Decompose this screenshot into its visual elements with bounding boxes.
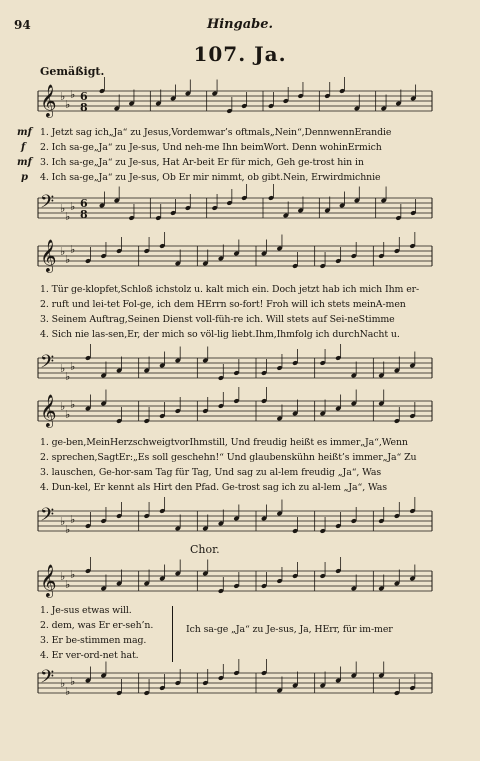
flat-icon: ♭ <box>65 578 71 591</box>
lyric-line-4-1: 1. Je-sus etwas will. <box>40 605 132 616</box>
time-signature-denominator: 8 <box>80 208 88 221</box>
flat-icon: ♭ <box>65 685 71 698</box>
bass-staff-1 <box>0 190 480 230</box>
treble-staff-4 <box>0 563 480 603</box>
lyric-line-1-3: 3. Ich sa-ge„Ja“ zu Je-sus, Hat Ar-beit Er für mich, Geh ge-trost hin in <box>40 157 364 168</box>
flat-icon: ♭ <box>70 513 76 526</box>
dynamic-2: f <box>21 142 26 153</box>
bass-staff-3 <box>0 503 480 543</box>
page-number: 94 <box>14 18 31 32</box>
treble-staff-3 <box>0 393 480 433</box>
flat-icon: ♭ <box>70 88 76 101</box>
time-signature-numerator: 6 <box>80 90 88 103</box>
flat-icon: ♭ <box>60 400 66 413</box>
lyric-line-1-1: 1. Jetzt sag ich„Ja“ zu Jesus,Vordemwar’s oftmals„Nein“,DennwennErandie <box>40 127 392 138</box>
flat-icon: ♭ <box>60 362 66 375</box>
flat-icon: ♭ <box>70 675 76 688</box>
bass-staff-2 <box>0 350 480 390</box>
lyric-line-3-1: 1. ge-ben,MeinHerzschweigtvorIhmstill, Und freudig heißt es immer„Ja“,Wenn <box>40 437 408 448</box>
bass-staff-4 <box>0 665 480 705</box>
flat-icon: ♭ <box>60 90 66 103</box>
refrain-brace <box>172 606 179 662</box>
lyric-line-1-2: 2. Ich sa-ge„Ja“ zu Je-sus, Und neh-me Ihn beimWort. Denn wohinErmich <box>40 142 382 153</box>
treble-clef-icon: 𝄞 <box>40 394 57 427</box>
flat-icon: ♭ <box>70 398 76 411</box>
flat-icon: ♭ <box>70 243 76 256</box>
time-signature-denominator: 8 <box>80 101 88 114</box>
dynamic-1: mf <box>17 127 32 138</box>
flat-icon: ♭ <box>70 360 76 373</box>
tempo-marking: Gemäßigt. <box>40 65 105 78</box>
lyric-line-3-3: 3. lauschen, Ge-hor-sam Tag für Tag, Und sag zu al-lem freudig „Ja“, Was <box>40 467 382 478</box>
flat-icon: ♭ <box>60 570 66 583</box>
flat-icon: ♭ <box>65 523 71 536</box>
treble-clef-icon: 𝄞 <box>40 564 57 597</box>
lyric-line-3-2: 2. sprechen,SagtEr:„Es soll geschehn!“ Und glaubenskühn heißt’s immer„Ja“ Zu <box>40 452 417 463</box>
lyric-line-2-3: 3. Seinem Auftrag,Seinen Dienst voll-füh-re ich. Will stets auf Sei-neStimme <box>40 314 395 325</box>
hymn-title: 107. Ja. <box>193 42 287 66</box>
flat-icon: ♭ <box>65 370 71 383</box>
treble-staff-1 <box>0 83 480 123</box>
flat-icon: ♭ <box>65 98 71 111</box>
running-head: Hingabe. <box>206 17 274 32</box>
flat-icon: ♭ <box>65 408 71 421</box>
flat-icon: ♭ <box>60 515 66 528</box>
bass-clef-icon: 𝄢 <box>40 352 55 377</box>
lyric-line-2-1: 1. Tür ge-klopfet,Schloß ichstolz u. kalt mich ein. Doch jetzt hab ich mich Ihm er- <box>40 284 420 295</box>
bass-clef-icon: 𝄢 <box>40 505 55 530</box>
lyric-line-2-4: 4. Sich nie las-sen,Er, der mich so völ-lig liebt.Ihm,Ihmfolg ich durchNacht u. <box>40 329 400 340</box>
lyric-line-4-3: 3. Er be-stimmen mag. <box>40 635 147 646</box>
chorus-label: Chor. <box>190 543 220 556</box>
treble-clef-icon: 𝄞 <box>40 239 57 272</box>
treble-staff-2 <box>0 238 480 278</box>
lyric-line-2-2: 2. ruft und lei-tet Fol-ge, ich dem HErrn so-fort! Froh will ich stets meinA-men <box>40 299 406 310</box>
flat-icon: ♭ <box>65 253 71 266</box>
flat-icon: ♭ <box>60 202 66 215</box>
refrain-line: Ich sa-ge „Ja“ zu Je-sus, Ja, HErr, für im-mer <box>186 624 393 635</box>
bass-clef-icon: 𝄢 <box>40 192 55 217</box>
bass-clef-icon: 𝄢 <box>40 667 55 692</box>
dynamic-4: p <box>21 172 28 183</box>
treble-clef-icon: 𝄞 <box>40 84 57 117</box>
flat-icon: ♭ <box>60 245 66 258</box>
flat-icon: ♭ <box>60 677 66 690</box>
lyric-line-1-4: 4. Ich sa-ge„Ja“ zu Je-sus, Ob Er mir nimmt, ob gibt.Nein, Erwirdmichnie <box>40 172 381 183</box>
flat-icon: ♭ <box>70 200 76 213</box>
flat-icon: ♭ <box>70 568 76 581</box>
lyric-line-3-4: 4. Dun-kel, Er kennt als Hirt den Pfad. Ge-trost sag ich zu al-lem „Ja“, Was <box>40 482 387 493</box>
flat-icon: ♭ <box>65 210 71 223</box>
dynamic-3: mf <box>17 157 32 168</box>
time-signature-numerator: 6 <box>80 197 88 210</box>
lyric-line-4-2: 2. dem, was Er er-seh’n. <box>40 620 154 631</box>
lyric-line-4-4: 4. Er ver-ord-net hat. <box>40 650 139 661</box>
